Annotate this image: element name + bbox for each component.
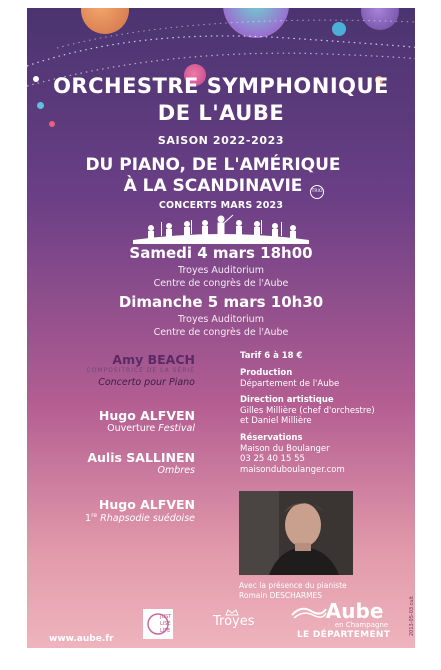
svg-text:LIFE: LIFE <box>160 628 171 634</box>
svg-text:LISE: LISE <box>160 621 171 627</box>
program-sallinen <box>87 450 195 476</box>
date-2-venue: Troyes Auditorium <box>178 314 264 325</box>
program-beach <box>86 352 195 388</box>
info-production: Production Département de l'Aube <box>240 368 340 389</box>
work-alfven-2: 1re Rhapsodie suédoise <box>85 512 195 525</box>
work-alfven-1: Ouverture Festival <box>107 423 195 434</box>
composer-sallinen: Aulis SALLINEN <box>87 450 195 465</box>
date-1-venue: Troyes Auditorium <box>178 265 264 276</box>
orchestra-silhouette-icon <box>131 214 311 244</box>
pianist-photo <box>239 491 353 575</box>
svg-text:JUST: JUST <box>160 614 172 620</box>
concerts-label: CONCERTS MARS 2023 <box>158 200 284 211</box>
poster <box>27 8 415 648</box>
composer-alfven-2: Hugo ALFVEN <box>98 497 195 512</box>
date-1-day: Samedi 4 mars 18h00 <box>129 244 313 262</box>
troyes-crown-icon <box>225 608 239 616</box>
date-1-venue-detail: Centre de congrès de l'Aube <box>153 277 289 289</box>
program-note-vertical: *Programme déboutré <box>8 378 14 440</box>
aube-department-logo: Aube en Champagne LE DÉPARTEMENT <box>297 601 390 640</box>
info-reservations: Réservations Maison du Boulanger 03 25 40 15 55 maisonduboulanger.com <box>240 433 345 475</box>
program-alfven-2 <box>85 497 195 524</box>
aube-wave-icon <box>291 605 327 619</box>
photo-caption: Avec la présence du pianiste Romain DESCHARMES <box>239 581 347 600</box>
info-direction: Direction artistique Gilles Millière (chef d'orchestre) et Daniel Millière <box>240 395 375 426</box>
work-beach: Concerto pour Piano <box>98 377 195 388</box>
date-2-day: Dimanche 5 mars 10h30 <box>118 293 324 311</box>
composer-beach-subtitle: COMPOSITRICE DE LA SÉRIE <box>86 367 195 374</box>
title-line2: DE L'AUBE <box>157 101 285 125</box>
work-sallinen: Ombres <box>157 465 195 476</box>
date-2-venue-detail: Centre de congrès de l'Aube <box>153 326 289 338</box>
program-alfven-1 <box>99 408 195 434</box>
reservation-website-link[interactable]: maisonduboulanger.com <box>240 464 345 475</box>
concert-date-2 <box>27 293 415 339</box>
composer-beach: Amy BEACH <box>112 352 195 367</box>
just-live-life-logo <box>143 609 173 639</box>
program-title-line1: DU PIANO, DE L'AMÉRIQUE <box>85 155 341 175</box>
troyes-logo: Troyes <box>213 614 255 629</box>
trio-badge: TRIO <box>310 185 324 199</box>
program-title-line2: À LA SCANDINAVIE <box>123 176 303 196</box>
concert-date-1 <box>27 244 415 290</box>
life-logo-icon <box>143 609 173 639</box>
title-line1: ORCHESTRE SYMPHONIQUE <box>53 74 389 98</box>
composer-alfven-1: Hugo ALFVEN <box>98 408 195 423</box>
print-reference-note: 2013-05-03 cult <box>409 596 415 636</box>
info-tarif: Tarif 6 à 18 € <box>240 351 303 361</box>
season-label: SAISON 2022-2023 <box>157 134 285 147</box>
footer-website-link[interactable]: www.aube.fr <box>49 634 114 644</box>
pianist-portrait-icon <box>239 491 353 575</box>
